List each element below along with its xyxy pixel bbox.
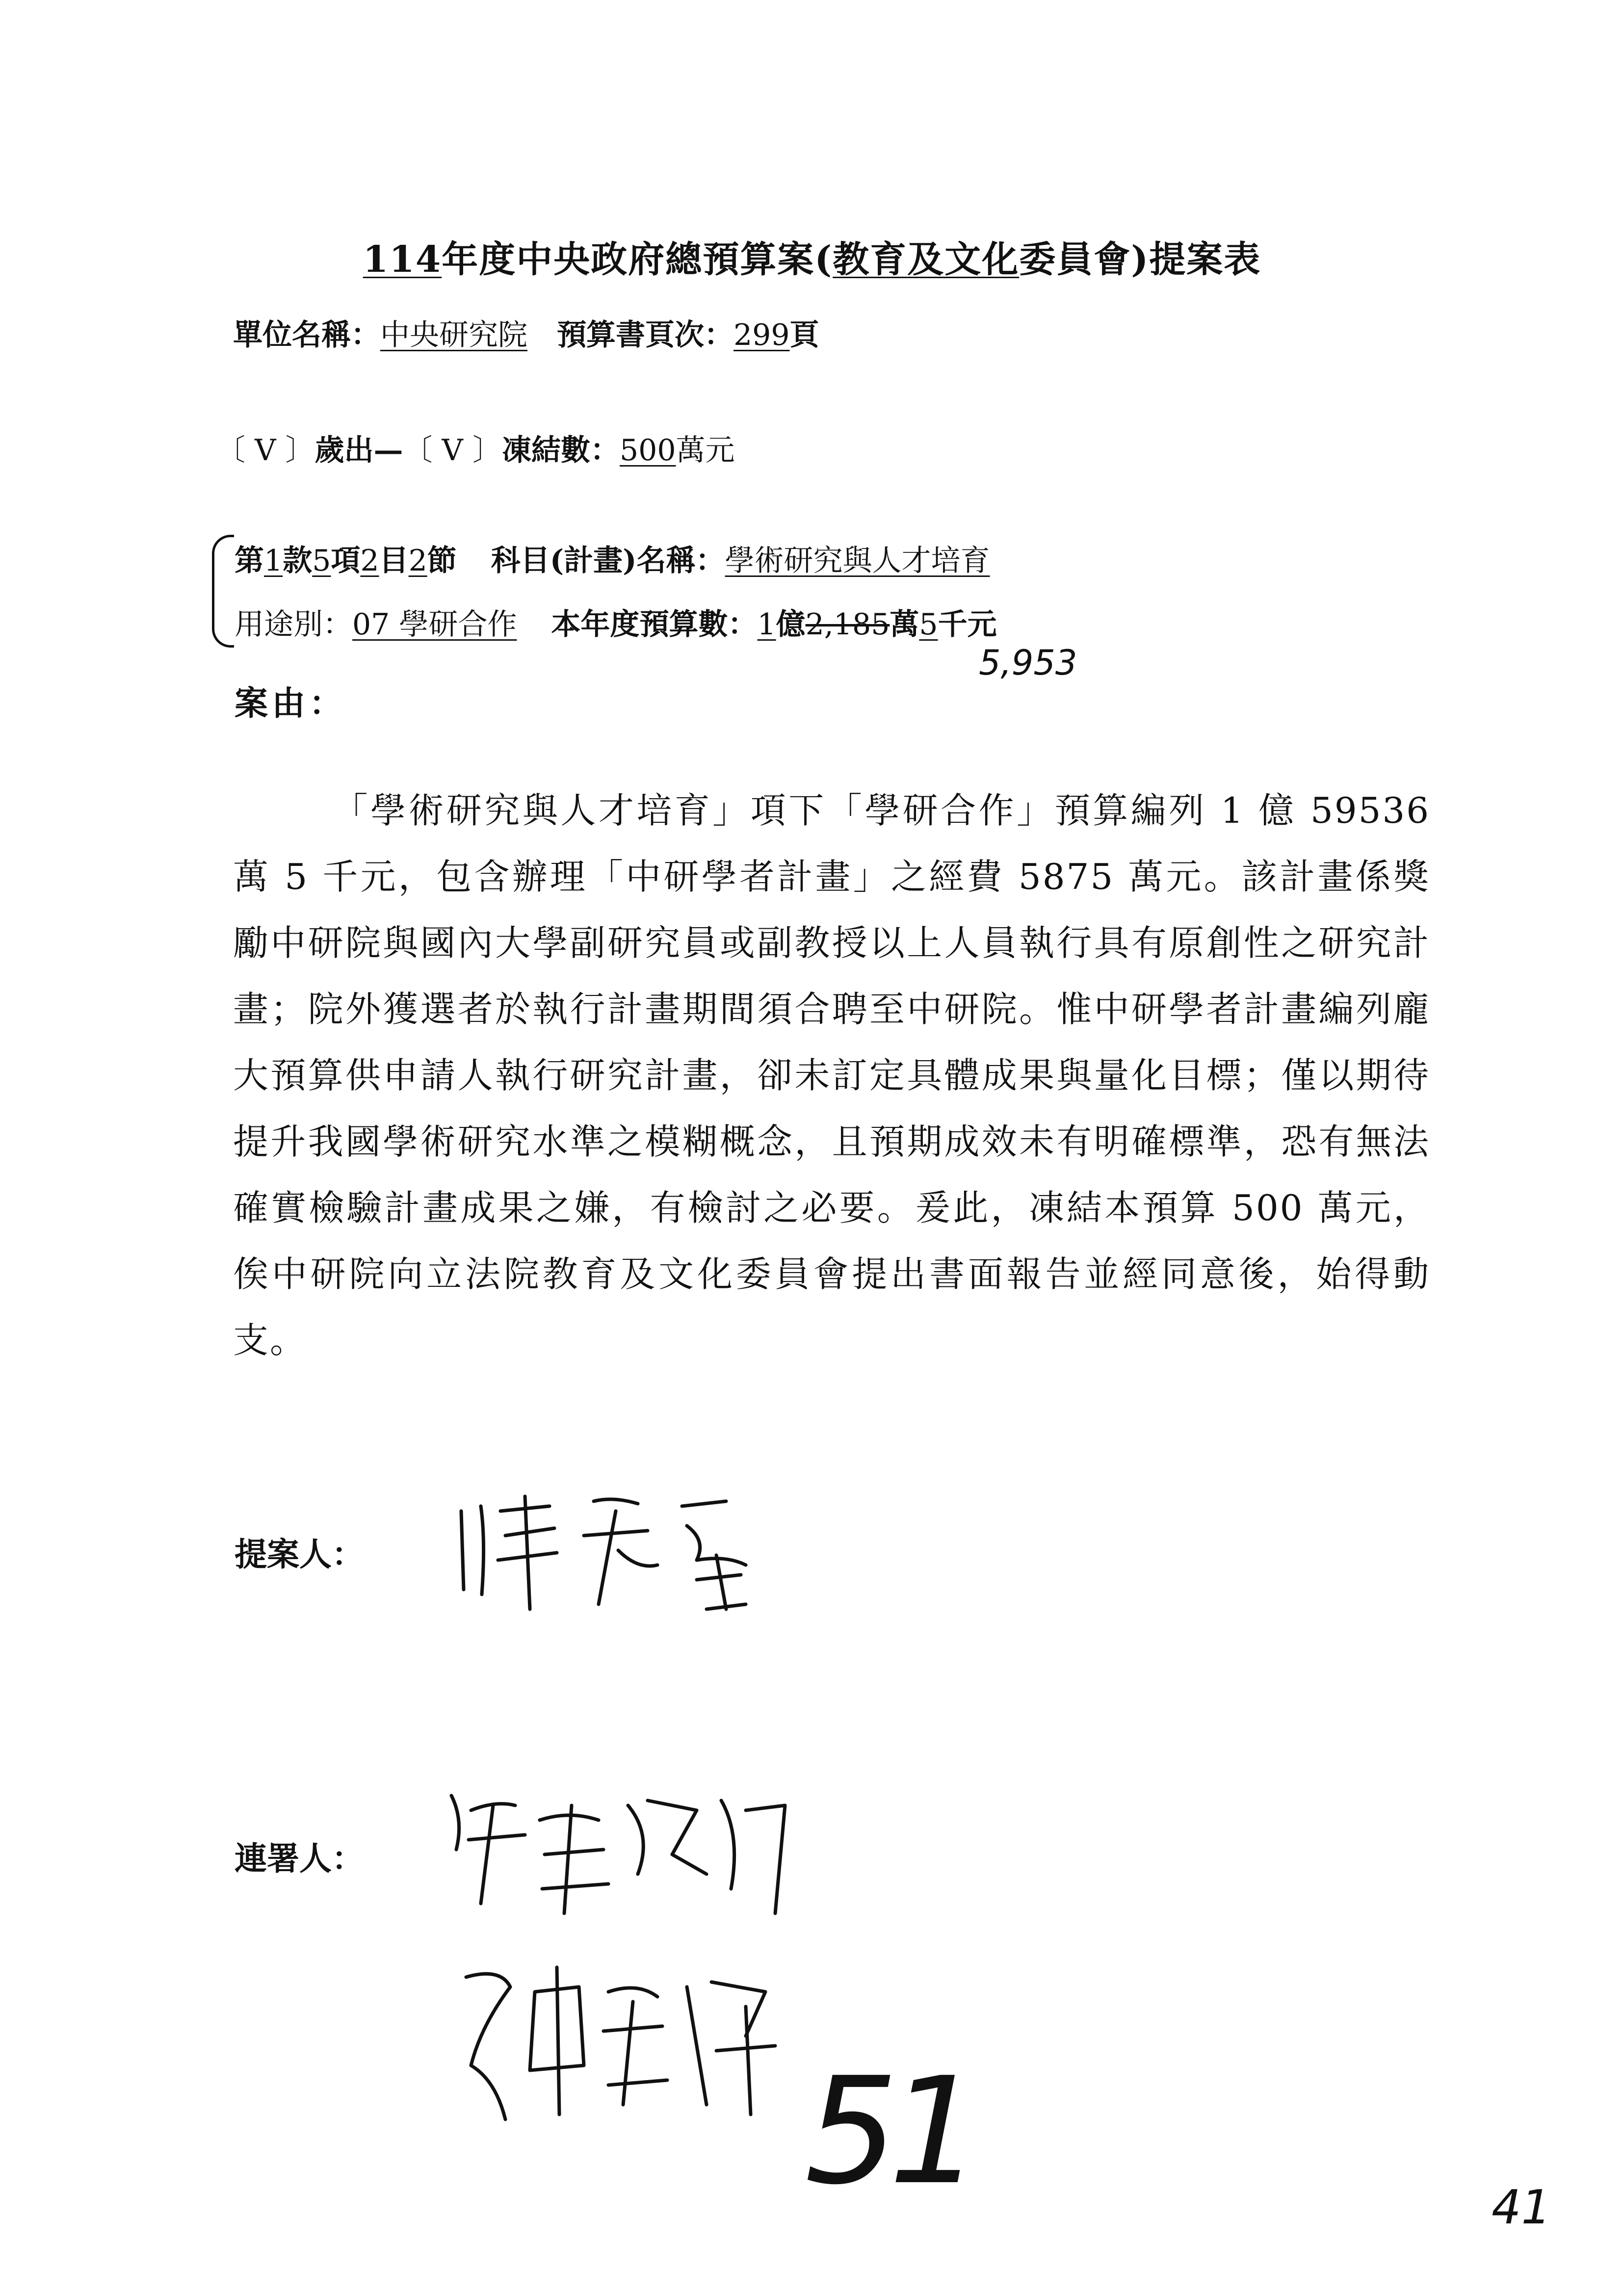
page-title <box>0 231 1624 283</box>
budget-struck-amount: 2,185 <box>805 607 890 642</box>
subject-name: 學術研究與人才培育 <box>725 544 990 578</box>
subject-name-label: 科目(計畫)名稱： <box>491 544 725 578</box>
freeze-row <box>216 427 735 469</box>
subject-mu: 2 <box>360 544 379 578</box>
subject-kuan: 1 <box>264 544 283 578</box>
expenditure-checkbox: 〔 V 〕 <box>216 433 315 468</box>
reason-label: 案由： <box>235 684 347 723</box>
unit-row <box>233 312 819 354</box>
subject-brace <box>212 535 234 648</box>
subject-xiang-label: 項 <box>331 544 361 578</box>
cosigner-label: 連署人： <box>235 1839 364 1878</box>
budget-wan-unit: 萬 <box>890 607 919 642</box>
usage-value: 07 學研合作 <box>352 607 517 642</box>
unit-label: 單位名稱： <box>233 318 380 352</box>
proposer-signature <box>451 1482 785 1619</box>
subject-jie-label: 節 <box>427 544 457 578</box>
freeze-amount: 500 <box>619 433 676 468</box>
reason-paragraph <box>233 778 1430 1374</box>
budget-qian: 5 <box>919 607 938 642</box>
title-committee: 教育及文化 <box>833 238 1020 281</box>
usage-row <box>235 601 997 643</box>
proposer-label: 提案人： <box>235 1535 364 1573</box>
subject-mu-label: 目 <box>379 544 409 578</box>
handwritten-number: 51 <box>805 2046 972 2217</box>
title-mid: 年度中央政府總預算案( <box>442 238 833 281</box>
title-end: 委員會)提案表 <box>1019 238 1261 281</box>
page-ref-value: 299 <box>733 318 790 352</box>
reason-text: 「學術研究與人才培育」項下「學研合作」預算編列 1 億 59536 萬 5 千元，包含辦理「中研學者計畫」之經費 5875 萬元。該計畫係獎勵中研院與國內大學副研究員或副教授以上人員執行具有原創性之研究計畫；院外獲選者於執行計畫期間須合聘至中研院。惟中研學者計畫編列龐大預算供申請人執行研究計畫，卻未訂定具體成果與量化目標；僅以期待提升我國學術研究水準之模糊概念，且預期成效未有明確標準，恐有無法確實檢驗計畫成果之嫌，有檢討之必要。爰此，凍結本預算 500 萬元，俟中研院向立法院教育及文化委員會提出書面報告並經同意後，始得動支。 <box>233 790 1430 1361</box>
subject-xiang: 5 <box>312 544 331 578</box>
freeze-checkbox: 〔 V 〕 <box>403 433 502 468</box>
budget-yi: 1 <box>757 607 776 642</box>
subject-kuan-label: 款 <box>283 544 313 578</box>
budget-yi-unit: 億 <box>776 607 806 642</box>
subject-row <box>235 537 990 579</box>
expenditure-label: 歲出— <box>314 433 403 468</box>
usage-label: 用途別： <box>235 607 352 642</box>
page-number: 41 <box>1492 2181 1551 2235</box>
freeze-label: 凍結數： <box>501 433 620 468</box>
budget-qian-unit: 千元 <box>938 607 997 642</box>
cosigner-signature-1 <box>442 1776 795 1923</box>
freeze-unit: 萬元 <box>676 433 735 468</box>
unit-name: 中央研究院 <box>380 318 527 352</box>
subject-prefix: 第 <box>235 544 264 578</box>
page-ref-label: 預算書頁次： <box>557 318 733 352</box>
title-year: 114 <box>363 238 442 281</box>
handwritten-correction: 5,953 <box>979 643 1077 683</box>
page-ref-unit: 頁 <box>789 318 819 352</box>
cosigner-signature-2 <box>451 1957 805 2134</box>
subject-jie: 2 <box>408 544 427 578</box>
budget-label: 本年度預算數： <box>551 607 758 642</box>
